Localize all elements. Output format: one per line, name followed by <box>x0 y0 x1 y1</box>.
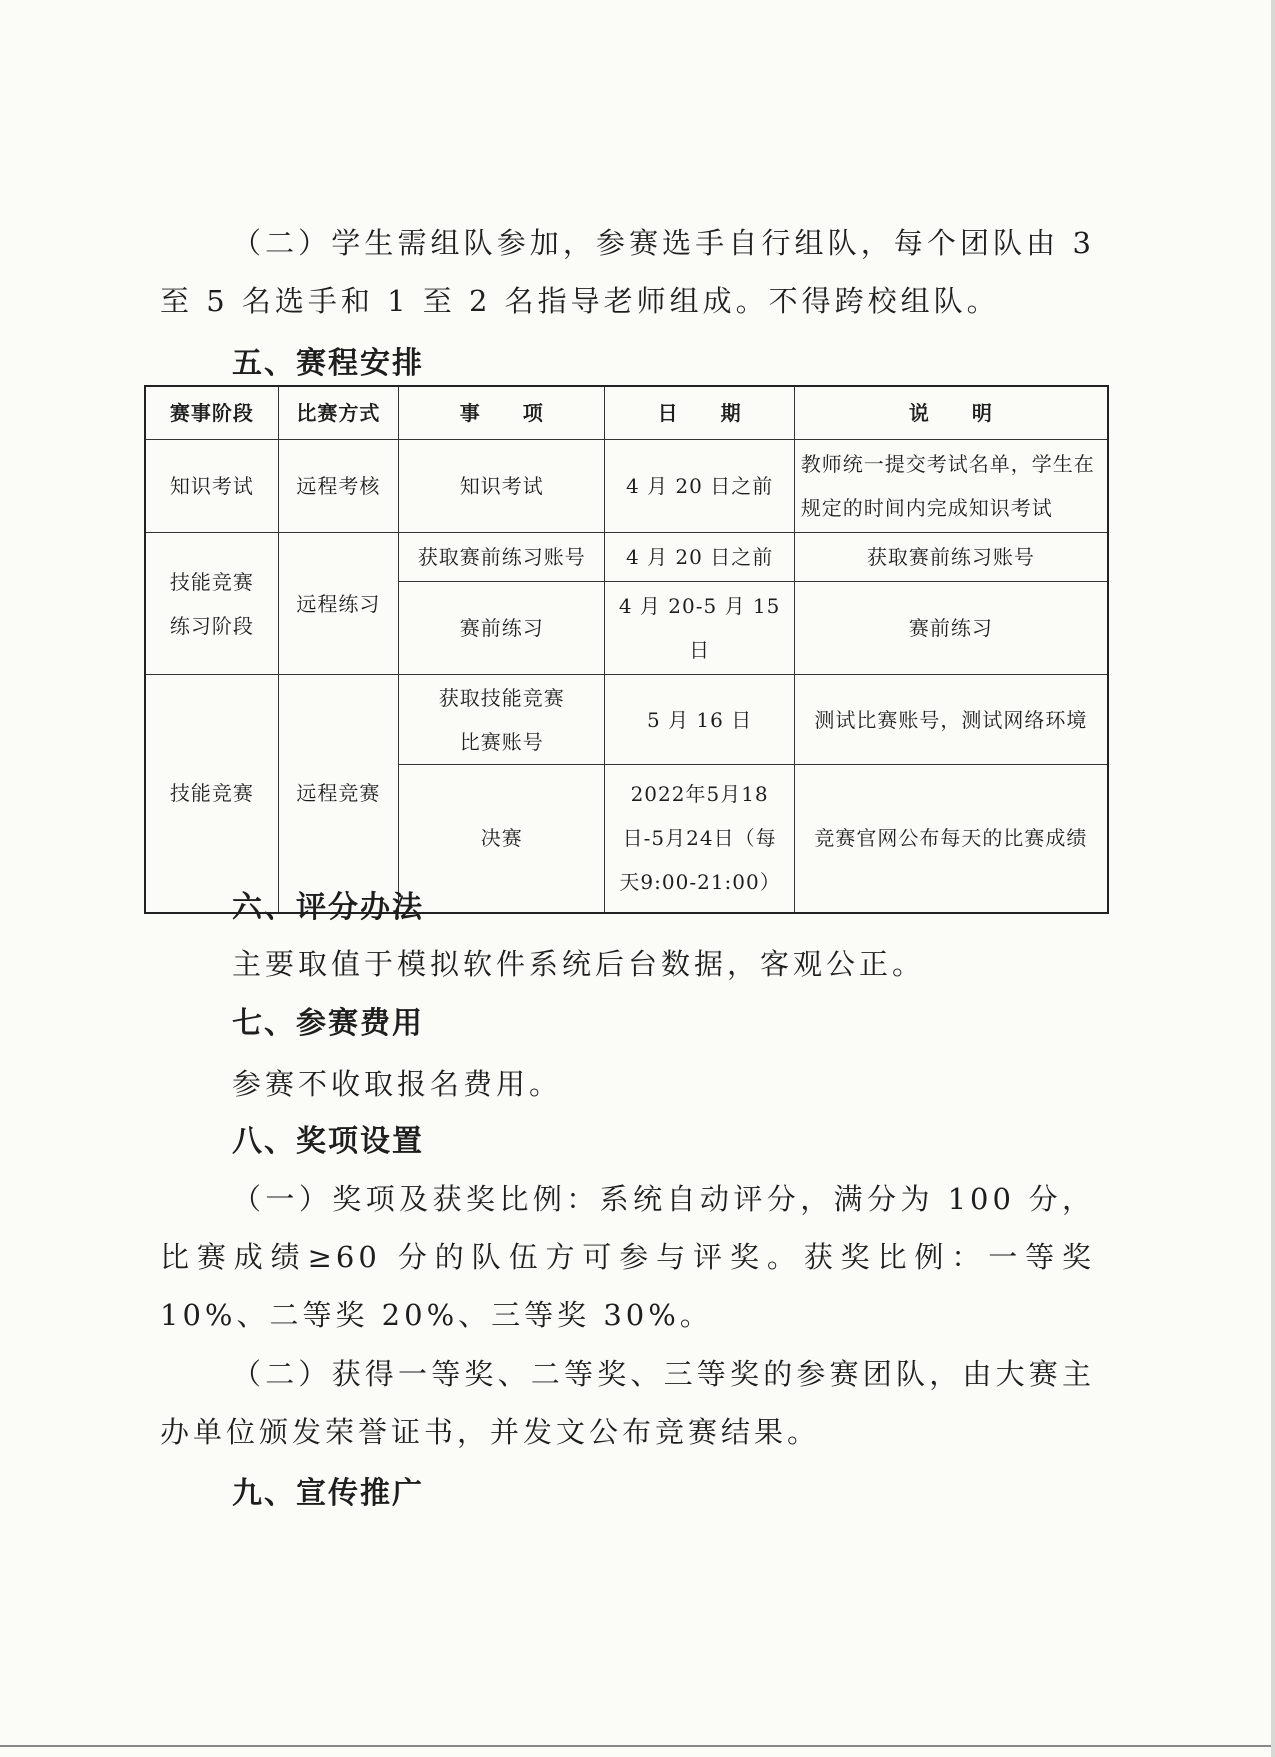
cell-item: 获取赛前练习账号 <box>399 533 605 582</box>
header-stage: 赛事阶段 <box>145 386 278 440</box>
header-date: 日 期 <box>605 386 794 440</box>
cell-note: 测试比赛账号，测试网络环境 <box>794 675 1108 765</box>
scan-bottom-edge <box>0 1745 1275 1747</box>
cell-method: 远程竞赛 <box>278 675 398 913</box>
section4-item2: （二）学生需组队参加，参赛选手自行组队，每个团队由 3 至 5 名选手和 1 至 2 名指导老师组成。不得跨校组队。 <box>160 226 1095 318</box>
cell-date: 4 月 20-5 月 15 日 <box>605 582 794 675</box>
cell-date: 5 月 16 日 <box>605 675 794 765</box>
cell-method: 远程练习 <box>278 533 398 675</box>
header-item: 事 项 <box>399 386 605 440</box>
scan-right-edge <box>1271 0 1275 1757</box>
cell-item: 赛前练习 <box>399 582 605 675</box>
cell-item: 决赛 <box>399 765 605 913</box>
cell-date: 2022年5月18日-5月24日（每天9:00-21:00） <box>605 765 794 913</box>
table-header-row <box>145 386 1108 440</box>
cell-note: 获取赛前练习账号 <box>794 533 1108 582</box>
section6-body: 主要取值于模拟软件系统后台数据，客观公正。 <box>232 947 926 981</box>
table-row <box>145 533 1108 582</box>
header-note: 说 明 <box>794 386 1108 440</box>
cell-method: 远程考核 <box>278 440 398 533</box>
section8-item2: （二）获得一等奖、二等奖、三等奖的参赛团队，由大赛主办单位颁发荣誉证书，并发文公布竞赛结果。 <box>160 1357 1095 1449</box>
section8-heading: 八、奖项设置 <box>232 1124 424 1159</box>
cell-note: 教师统一提交考试名单，学生在规定的时间内完成知识考试 <box>794 440 1108 533</box>
section7-body: 参赛不收取报名费用。 <box>232 1067 563 1101</box>
schedule-table <box>144 385 1109 914</box>
cell-item: 获取技能竞赛比赛账号 <box>399 675 605 765</box>
section9-heading: 九、宣传推广 <box>232 1476 424 1511</box>
cell-note: 竞赛官网公布每天的比赛成绩 <box>794 765 1108 913</box>
section6-heading: 六、评分办法 <box>232 890 424 925</box>
cell-date: 4 月 20 日之前 <box>605 440 794 533</box>
cell-item: 知识考试 <box>399 440 605 533</box>
section5-heading: 五、赛程安排 <box>232 346 424 381</box>
table-row <box>145 440 1108 533</box>
cell-stage: 技能竞赛 <box>145 675 278 913</box>
cell-stage: 知识考试 <box>145 440 278 533</box>
header-method: 比赛方式 <box>278 386 398 440</box>
section8-item1: （一）奖项及获奖比例：系统自动评分，满分为 100 分，比赛成绩≥60 分的队伍方可参与评奖。获奖比例：一等奖 10%、二等奖 20%、三等奖 30%。 <box>160 1182 1095 1332</box>
cell-stage: 技能竞赛练习阶段 <box>145 533 278 675</box>
cell-date: 4 月 20 日之前 <box>605 533 794 582</box>
section7-heading: 七、参赛费用 <box>232 1006 424 1041</box>
cell-note: 赛前练习 <box>794 582 1108 675</box>
table-row <box>145 675 1108 765</box>
